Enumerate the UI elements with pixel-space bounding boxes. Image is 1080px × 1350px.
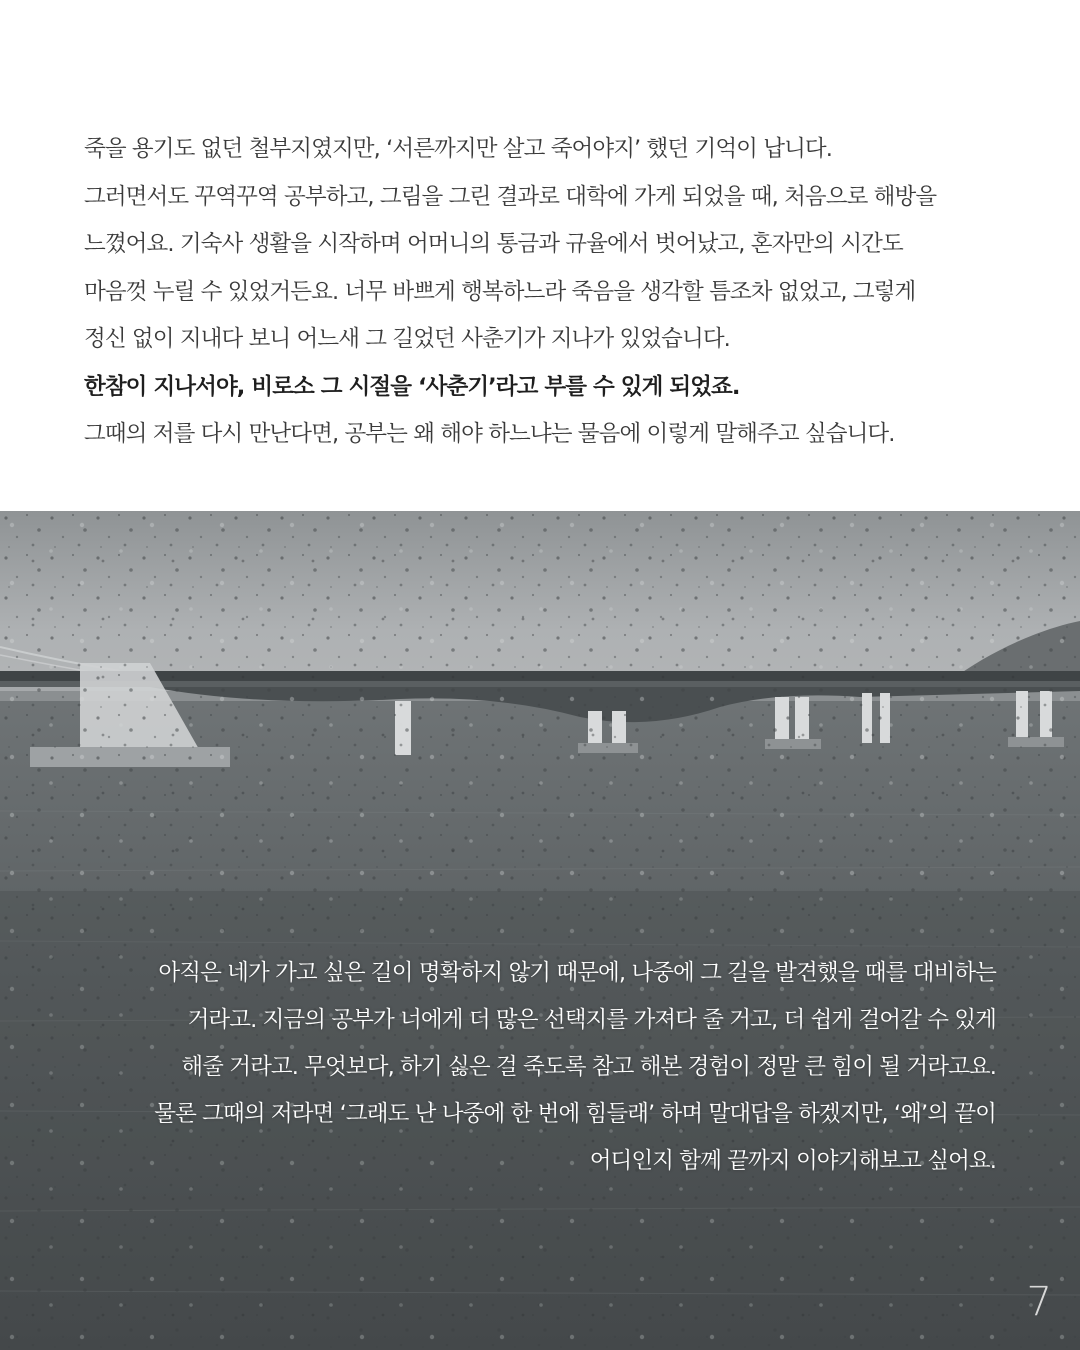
- text-line: 죽을 용기도 없던 철부지였지만, ‘서른까지만 살고 죽어야지’ 했던 기억이 납니다.: [84, 136, 832, 162]
- text-line: 그때의 저를 다시 만난다면, 공부는 왜 해야 하느냐는 물음에 이렇게 말해주고 싶습니다.: [84, 421, 895, 447]
- text-line: 물론 그때의 저라면 ‘그래도 난 나중에 한 번에 힘들래’ 하며 말대답을 하겠지만, ‘왜’의 끝이: [154, 1101, 996, 1127]
- emphasis-line: 한참이 지나서야, 비로소 그 시절을 ‘사춘기’라고 부를 수 있게 되었죠.: [84, 373, 740, 400]
- rainy-bridge-photo: [0, 511, 1080, 1350]
- text-line: 거라고. 지금의 공부가 너에게 더 많은 선택지를 가져다 줄 거고, 더 쉽게 걸어갈 수 있게: [187, 1007, 996, 1033]
- text-line: 어디인지 함께 끝까지 이야기해보고 싶어요.: [589, 1148, 996, 1174]
- text-line: 정신 없이 지내다 보니 어느새 그 길었던 사춘기가 지나가 있었습니다.: [84, 326, 730, 352]
- text-line: 느꼈어요. 기숙사 생활을 시작하며 어머니의 통금과 규율에서 벗어났고, 혼자만의 시간도: [84, 231, 903, 257]
- text-line: 그러면서도 꾸역꾸역 공부하고, 그림을 그린 결과로 대학에 가게 되었을 때, 처음으로 해방을: [84, 183, 937, 210]
- photo-illustration: [0, 511, 1080, 1350]
- bottom-paragraph: [36, 950, 996, 1185]
- top-paragraph: [84, 126, 1014, 459]
- text-line: 마음껏 누릴 수 있었거든요. 너무 바쁘게 행복하느라 죽음을 생각할 틈조차 없었고, 그렇게: [84, 278, 916, 305]
- text-line: 아직은 네가 가고 싶은 길이 명확하지 않기 때문에, 나중에 그 길을 발견했을 때를 대비하는: [158, 960, 996, 986]
- page-number: 7: [1026, 1279, 1052, 1325]
- text-line: 해줄 거라고. 무엇보다, 하기 싫은 걸 죽도록 참고 해본 경험이 정말 큰 힘이 될 거라고요.: [181, 1054, 996, 1080]
